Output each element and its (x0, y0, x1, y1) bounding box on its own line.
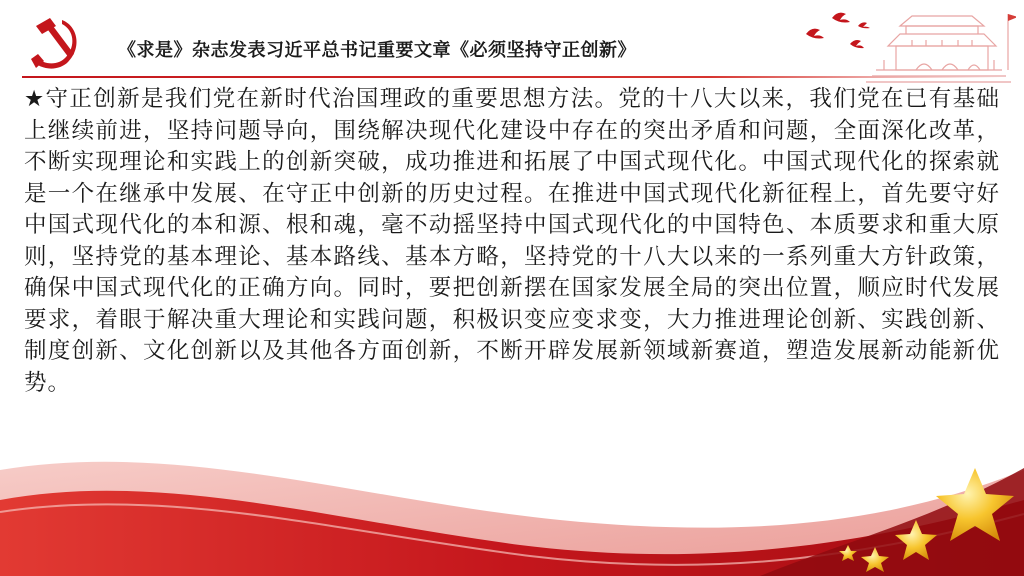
hammer-and-sickle-emblem-icon (22, 12, 86, 76)
dove-icon (806, 13, 870, 49)
star-icon (839, 468, 1014, 572)
page-title: 《求是》杂志发表习近平总书记重要文章《必须坚持守正创新》 (118, 40, 636, 61)
tiananmen-gate-icon (796, 4, 1016, 86)
main-paragraph: ★守正创新是我们党在新时代治国理政的重要思想方法。党的十八大以来，我们党在已有基础上继续前进，坚持问题导向，围绕解决现代化建设中存在的突出矛盾和问题，全面深化改革，不断实现理论和实践上的创新突破，成功推进和拓展了中国式现代化。中国式现代化的探索就是一个在继承中发展、在守正中创新的历史过程。在推进中国式现代化新征程上，首先要守好中国式现代化的本和源、根和魂，毫不动摇坚持中国式现代化的中国特色、本质要求和重大原则，坚持党的基本理论、基本路线、基本方略，坚持党的十八大以来的一系列重大方针政策，确保中国式现代化的正确方向。同时，要把创新摆在国家发展全局的突出位置，顺应时代发展要求，着眼于解决重大理论和实践问题，积极识变应变求变，大力推进理论创新、实践创新、制度创新、文化创新以及其他各方面创新，不断开辟发展新领域新赛道，塑造发展新动能新优势。 (24, 86, 1000, 396)
